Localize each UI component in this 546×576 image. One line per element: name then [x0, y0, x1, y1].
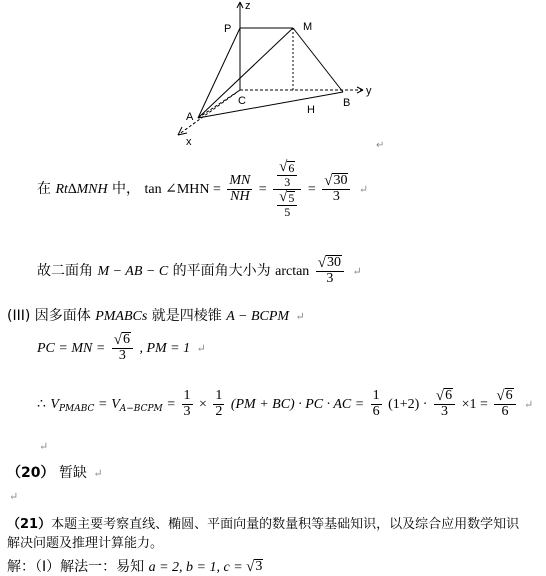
label-M: M — [303, 21, 313, 33]
label-P: P — [224, 23, 232, 35]
line-part-iii: (III) 因多面体 PMABCs 就是四棱锥 A − BCPM ↵ — [7, 308, 305, 324]
mn-over-nh: $\frac{MN}{NH}$ — [229, 172, 251, 204]
label-B: B — [343, 97, 351, 109]
return-mark: ↵ — [376, 140, 385, 150]
label-x: x — [186, 136, 192, 148]
label-y: y — [366, 85, 372, 97]
empty-line-return: ↵ — [39, 440, 49, 453]
empty-line-return-2: ↵ — [9, 490, 19, 503]
line-solution: 解：（I）解法一：易知 a = 2, b = 1, c = √ 3 — [7, 559, 263, 575]
line-dihedral: 故二面角 M − AB − C 的平面角大小为 arctan √ 30 3 ↵ — [37, 254, 362, 287]
line-q20: （20） 暂缺 ↵ — [7, 465, 103, 481]
line-tan: 在 Rt∆MNH 中， tan ∠MHN = $\frac{MN}{NH}$ = √ 6 3 √ 5 5 = √ 30 3 ↵ — [37, 159, 369, 219]
line-q21-cont: 解决问题及推理计算能力。 — [7, 536, 164, 551]
label-C: C — [238, 95, 246, 107]
nested-fraction: √ 6 3 √ 5 5 — [273, 160, 301, 218]
line-pc-mn: PC = MN = √ 6 3 , PM = 1 ↵ — [37, 331, 206, 364]
pyramid-figure — [160, 0, 390, 150]
line-q21: （21）本题主要考察直线、椭圆、平面向量的数量积等基础知识，以及综合应用数学知识 — [7, 517, 520, 532]
line-volume: ∴ $V_{PMABC} = V_{A-BCPM}$ = $\frac{1}{3}$ × $\frac{1}{2}$ (PM + BC) · PC · AC = $\frac{1}{6}$ (1+2) · √ 6 3 ×1 = √ 6 6 ↵ — [37, 387, 534, 420]
label-z: z — [245, 0, 251, 12]
label-H: H — [307, 104, 315, 116]
label-A: A — [186, 111, 194, 123]
